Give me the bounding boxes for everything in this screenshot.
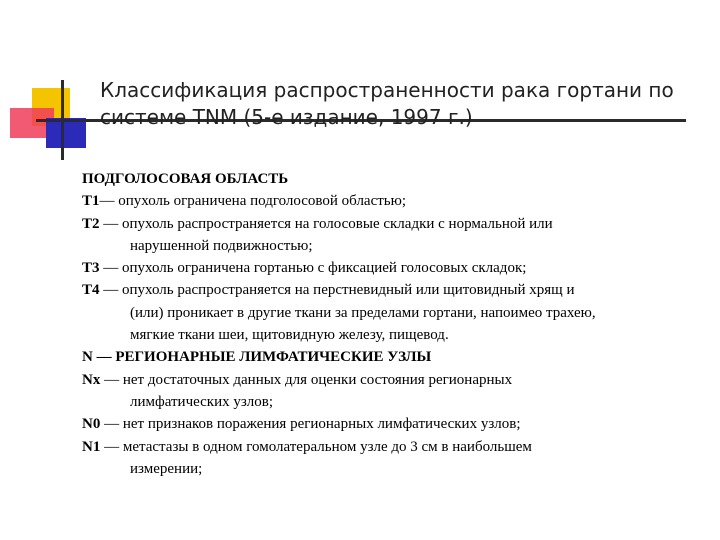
heading-subglottic: ПОДГОЛОСОВАЯ ОБЛАСТЬ — [82, 171, 289, 187]
text-nx: — нет достаточных данных для оценки состояния регионарных — [100, 371, 513, 388]
text-t4: — опухоль распространяется на перстневидный или щитовидный хрящ и — [99, 282, 575, 299]
text-t1: — опухоль ограничена подголосовой областью; — [99, 193, 407, 210]
item-t2-cont: нарушенной подвижностью; — [130, 237, 313, 254]
slide-body — [82, 168, 702, 480]
item-t2 — [82, 213, 702, 235]
item-n1-cont: измерении; — [130, 460, 203, 477]
item-t1 — [82, 190, 702, 212]
code-t1: T1 — [82, 193, 100, 210]
code-n0: N0 — [82, 416, 101, 433]
text-n0: — нет признаков поражения регионарных лимфатических узлов; — [100, 416, 521, 433]
title-line-2: системе TNM (5-е издание, 1997 г.) — [100, 105, 473, 129]
item-t3 — [82, 257, 702, 279]
item-n1 — [82, 436, 702, 458]
slide-title — [100, 77, 700, 131]
code-nx: Nx — [82, 371, 101, 388]
heading-nodes: N — РЕГИОНАРНЫЕ ЛИМФАТИЧЕСКИЕ УЗЛЫ — [82, 349, 432, 366]
item-t4-cont-1: (или) проникает в другие ткани за пределами гортани, напоимео трахею, — [130, 304, 596, 321]
title-line-1: Классификация распространенности рака гортани по — [100, 78, 674, 102]
code-n1: N1 — [82, 438, 101, 455]
item-t4 — [82, 279, 702, 301]
decor-blue-square — [46, 118, 86, 148]
code-t3: T3 — [82, 260, 100, 277]
code-t4: T4 — [82, 282, 100, 299]
text-n1: — метастазы в одном гомолатеральном узле до 3 см в наибольшем — [100, 438, 532, 455]
item-t4-cont-2: мягкие ткани шеи, щитовидную железу, пищевод. — [130, 327, 449, 344]
item-n0 — [82, 413, 702, 435]
code-t2: T2 — [82, 215, 100, 232]
text-t2: — опухоль распространяется на голосовые складки с нормальной или — [99, 215, 553, 232]
text-t3: — опухоль ограничена гортанью с фиксацией голосовых складок; — [99, 260, 527, 277]
item-nx — [82, 369, 702, 391]
item-nx-cont: лимфатических узлов; — [130, 393, 274, 410]
